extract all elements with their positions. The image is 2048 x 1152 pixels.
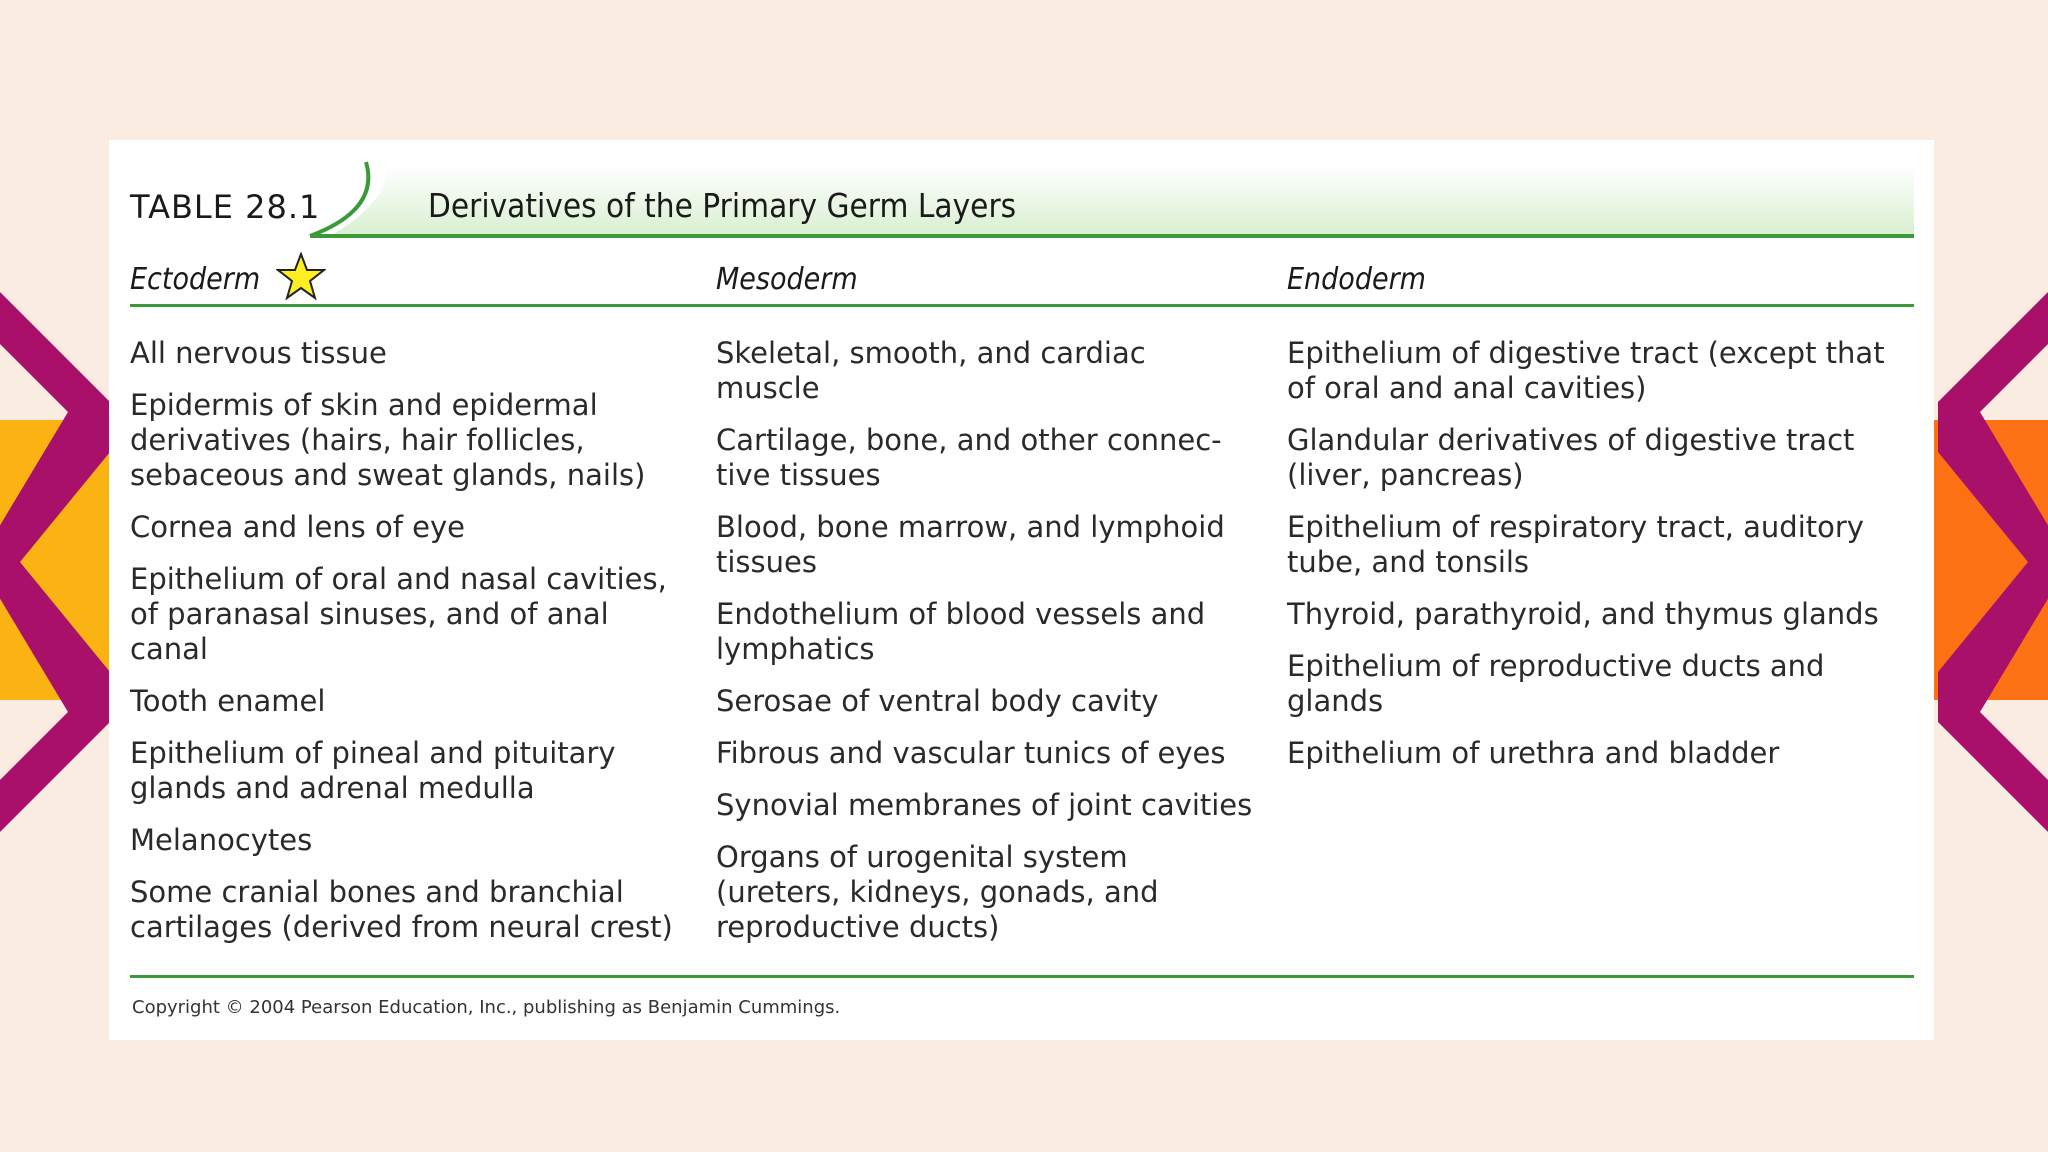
list-item: Epithelium of reproductive ducts and glands [1287,649,1825,718]
list-item: Glandular derivatives of digestive tract (liver, pancreas) [1287,423,1855,492]
title-swoosh [130,140,1914,240]
footer-rule [130,975,1914,978]
list-item: Fibrous and vascular tunics of eyes [716,736,1226,770]
list-item: Epithelium of respiratory tract, auditory tube, and tonsils [1287,510,1864,579]
list-item: Endothelium of blood vessels and lymphatics [716,597,1206,666]
list-item: Synovial membranes of joint cavities [716,788,1253,822]
ectoderm-column [130,336,690,962]
list-item: Thyroid, parathyroid, and thymus glands [1287,597,1879,631]
table-title: Derivatives of the Primary Germ Layers [428,186,1017,225]
table-number: TABLE 28.1 [130,188,321,226]
list-item: Epithelium of urethra and bladder [1287,736,1780,770]
list-item: Epithelium of pineal and pituitary glands and adrenal medulla [130,736,616,805]
list-item: Serosae of ventral body cavity [716,684,1159,718]
header-endoderm: Endoderm [1287,262,1426,297]
list-item: All nervous tissue [130,336,387,370]
star-icon [276,252,326,302]
list-item: Epithelium of oral and nasal cavities, of paranasal sinuses, and of anal canal [130,562,667,666]
header-rule [130,304,1914,307]
list-item: Some cranial bones and branchial cartilages (derived from neural crest) [130,875,673,944]
table-title-row [130,140,1914,240]
header-mesoderm: Mesoderm [716,262,858,297]
list-item: Cornea and lens of eye [130,510,466,544]
copyright-notice: Copyright © 2004 Pearson Education, Inc., publishing as Benjamin Cummings. [132,997,841,1018]
header-ectoderm: Ectoderm [130,262,261,297]
list-item: Melanocytes [130,823,313,857]
list-item: Tooth enamel [130,684,326,718]
list-item: Blood, bone marrow, and lymphoid tissues [716,510,1225,579]
list-item: Organs of urogenital system (ureters, kidneys, gonads, and reproductive ducts) [716,840,1159,944]
table-card [109,140,1934,1040]
list-item: Skeletal, smooth, and cardiac muscle [716,336,1146,405]
mesoderm-column [716,336,1256,962]
endoderm-column [1287,336,1907,788]
list-item: Epidermis of skin and epidermal derivatives (hairs, hair follicles, sebaceous and sweat glands, nails) [130,388,646,492]
list-item: Epithelium of digestive tract (except that of oral and anal cavities) [1287,336,1885,405]
list-item: Cartilage, bone, and other connec-tive tissues [716,423,1222,492]
